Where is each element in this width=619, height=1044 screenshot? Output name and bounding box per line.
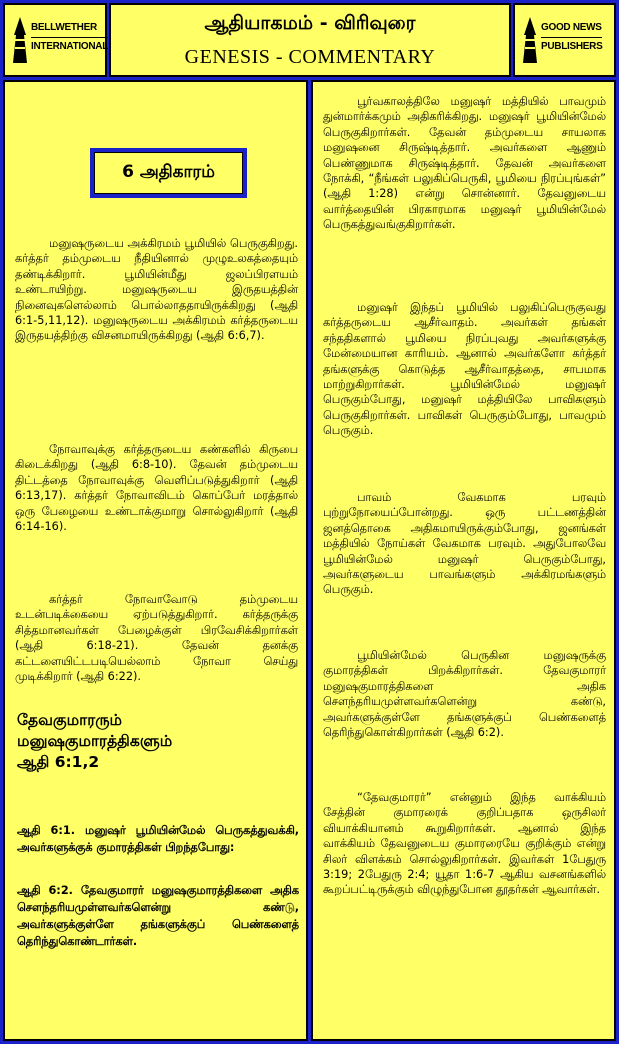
- publisher-right-line2: PUBLISHERS: [541, 41, 603, 52]
- right-paragraph-5: “தேவகுமாரர்” என்னும் இந்த வாக்கியம் சேத்தின் குமாரரைக் குறிப்பதாக ஒருசிலர் வியாக்கியானம் கூறுகிறார்கள். ஆனால் இந்த வாக்கியம் தேவனுடைய குமாரரையே குறிக்கும் என்று சிலர் விளக்கம் சொல்லுகிறார்கள். இவர்கள் 1பேதுரு 3:19; 2பேதுரு 2:4; யூதா 1:6-7 ஆகிய வசனங்களில் கூறப்பட்டிருக்கும் விழுந்துபோன தூதர்கள் ஆவார்கள்.: [323, 791, 606, 897]
- publisher-left-line2: INTERNATIONAL: [31, 41, 109, 52]
- chapter-box: [90, 148, 247, 198]
- title-english: GENESIS - COMMENTARY: [184, 46, 436, 68]
- page-header: [3, 3, 616, 77]
- heading-reference: ஆதி 6:1,2: [17, 753, 100, 771]
- left-paragraph-1: மனுஷருடைய அக்கிரமம் பூமியில் பெருகுகிறது. கர்த்தர் தம்முடைய நீதியினால் முழுஉலகத்தையும் தண்டிக்கிறார். பூமியின்மீது ஜலப்பிரளயம் உண்டாயிற்று. மனுஷருடைய இருதயத்தின் நினைவுகளெல்லாம் பொல்லாததாயிருக்கிறது (ஆதி 6:1-5,11,12). மனுஷருடைய அக்கிரமம் கர்த்தருடைய இருதயத்திற்கு விசனமாயிருக்கிறது (ஆதி 6:6,7).: [15, 237, 298, 343]
- right-paragraph-1: பூர்வகாலத்திலே மனுஷர் மத்தியில் பாவமும் துன்மார்க்கமும் அதிகரிக்கிறது. மனுஷர் பூமியின்மேல் பெருகுகிறார்கள். தேவன் தம்முடைய சாயலாக மனுஷனை சிருஷ்டித்தார். அவர்களை ஆணும் பெண்ணுமாக சிருஷ்டித்தார். தேவன் அவர்களை நோக்கி, “நீங்கள் பலுகிப்பெருகி, பூமியை நிரப்புங்கள்” (ஆதி 1:28) என்று சொன்னார். தேவனுடைய வார்த்தையின் பிரகாரமாக மனுஷர் பூமியின்மேல் பெருகத்துவங்குகிறார்கள்.: [323, 95, 606, 232]
- publisher-logo-right: [513, 3, 616, 77]
- right-paragraph-3: பாவம் வேகமாக பரவும் புற்றுநோயைப்போன்றது. ஒரு பட்டணத்தின் ஜனத்தொகை அதிகமாயிருக்கும்போது, ஜனங்கள் மத்தியில் நோய்கள் வேகமாக பரவும். அதுபோலவே பூமியின்மேல் மனுஷர் பெருகும்போது, அவர்களுடைய பாவங்களும் அக்கிரமங்களும் பெருகும்.: [323, 491, 606, 597]
- heading-line-1: தேவகுமாரரும்: [17, 711, 123, 729]
- verse-6-2: ஆதி 6:2. தேவகுமாரர் மனுஷகுமாரத்திகளை அதிக சௌந்தரியமுள்ளவர்களென்று கண்டு, அவர்களுக்குள்ளே தங்களுக்குப் பெண்களைத் தெரிந்துகொண்டார்கள்.: [17, 884, 299, 948]
- title-tamil: ஆதியாகமம் - விரிவுரை: [204, 12, 416, 34]
- bellwether-logo-icon: [11, 15, 29, 65]
- publisher-left-line1: BELLWETHER: [31, 19, 108, 38]
- right-paragraph-2: மனுஷர் இந்தப் பூமியில் பலுகிப்பெருகுவது கர்த்தருடைய ஆசீர்வாதம். அவர்கள் தங்கள் சந்ததிகளால் பூமியை நிரப்புவது அவர்களுக்கு மேன்மையான காரியம். ஆனால் அவர்களோ கர்த்தர் தங்களுக்கு கொடுத்த ஆசீர்வாதத்தை, சாபமாக மாற்றுகிறார்கள். பூமியின்மேல் மனுஷர் பெருகும்போது, மனுஷர் மத்தியிலே பாவிகளும் பெருகுகிறார்கள். பாவிகள் பெருகும்போது, பாவமும் பெருகும்.: [323, 301, 606, 438]
- left-paragraph-2: நோவாவுக்கு கர்த்தருடைய கண்களில் கிருபை கிடைக்கிறது (ஆதி 6:8-10). தேவன் தம்முடைய திட்டத்தை நோவாவுக்கு வெளிப்படுத்துகிறார் (ஆதி 6:13,17). கர்த்தர் நோவாவிடம் கொப்பேர் மரத்தால் ஒரு பேழையை உண்டாக்குமாறு சொல்லுகிறார் (ஆதி 6:14-16).: [15, 443, 298, 534]
- heading-line-2: மனுஷகுமாரத்திகளும்: [17, 732, 173, 750]
- right-column: [311, 80, 616, 1041]
- left-paragraph-3: கர்த்தர் நோவாவோடு தம்முடைய உடன்படிக்கையை ஏற்படுத்துகிறார். கர்த்தருக்கு சித்தமானவர்கள் பேழைக்குள் பிரவேசிக்கிறார்கள் (ஆதி 6:18-21). தேவன் தனக்கு கட்டளையிட்டபடியெல்லாம் நோவா செய்து முடிக்கிறார் (ஆதி 6:22).: [15, 593, 298, 684]
- publisher-logo-left: [3, 3, 107, 77]
- verse-6-1: ஆதி 6:1. மனுஷர் பூமியின்மேல் பெருகத்துவக்கி, அவர்களுக்குக் குமாரத்திகள் பிறந்தபோது:: [17, 824, 299, 854]
- section-heading: [17, 710, 297, 773]
- title-box: [109, 3, 511, 77]
- left-column: [3, 80, 308, 1041]
- chapter-title: 6 அதிகாரம்: [94, 152, 243, 194]
- publisher-right-line1: GOOD NEWS: [541, 19, 602, 38]
- good-news-logo-icon: [521, 15, 539, 65]
- right-paragraph-4: பூமியின்மேல் பெருகின மனுஷருக்கு குமாரத்திகள் பிறக்கிறார்கள். தேவகுமாரர் மனுஷகுமாரத்திகளை அதிக சௌந்தரியமுள்ளவர்களென்று கண்டு, அவர்களுக்குள்ளே தங்களுக்குப் பெண்களைத் தெரிந்துகொள்கிறார்கள் (ஆதி 6:2).: [323, 649, 606, 740]
